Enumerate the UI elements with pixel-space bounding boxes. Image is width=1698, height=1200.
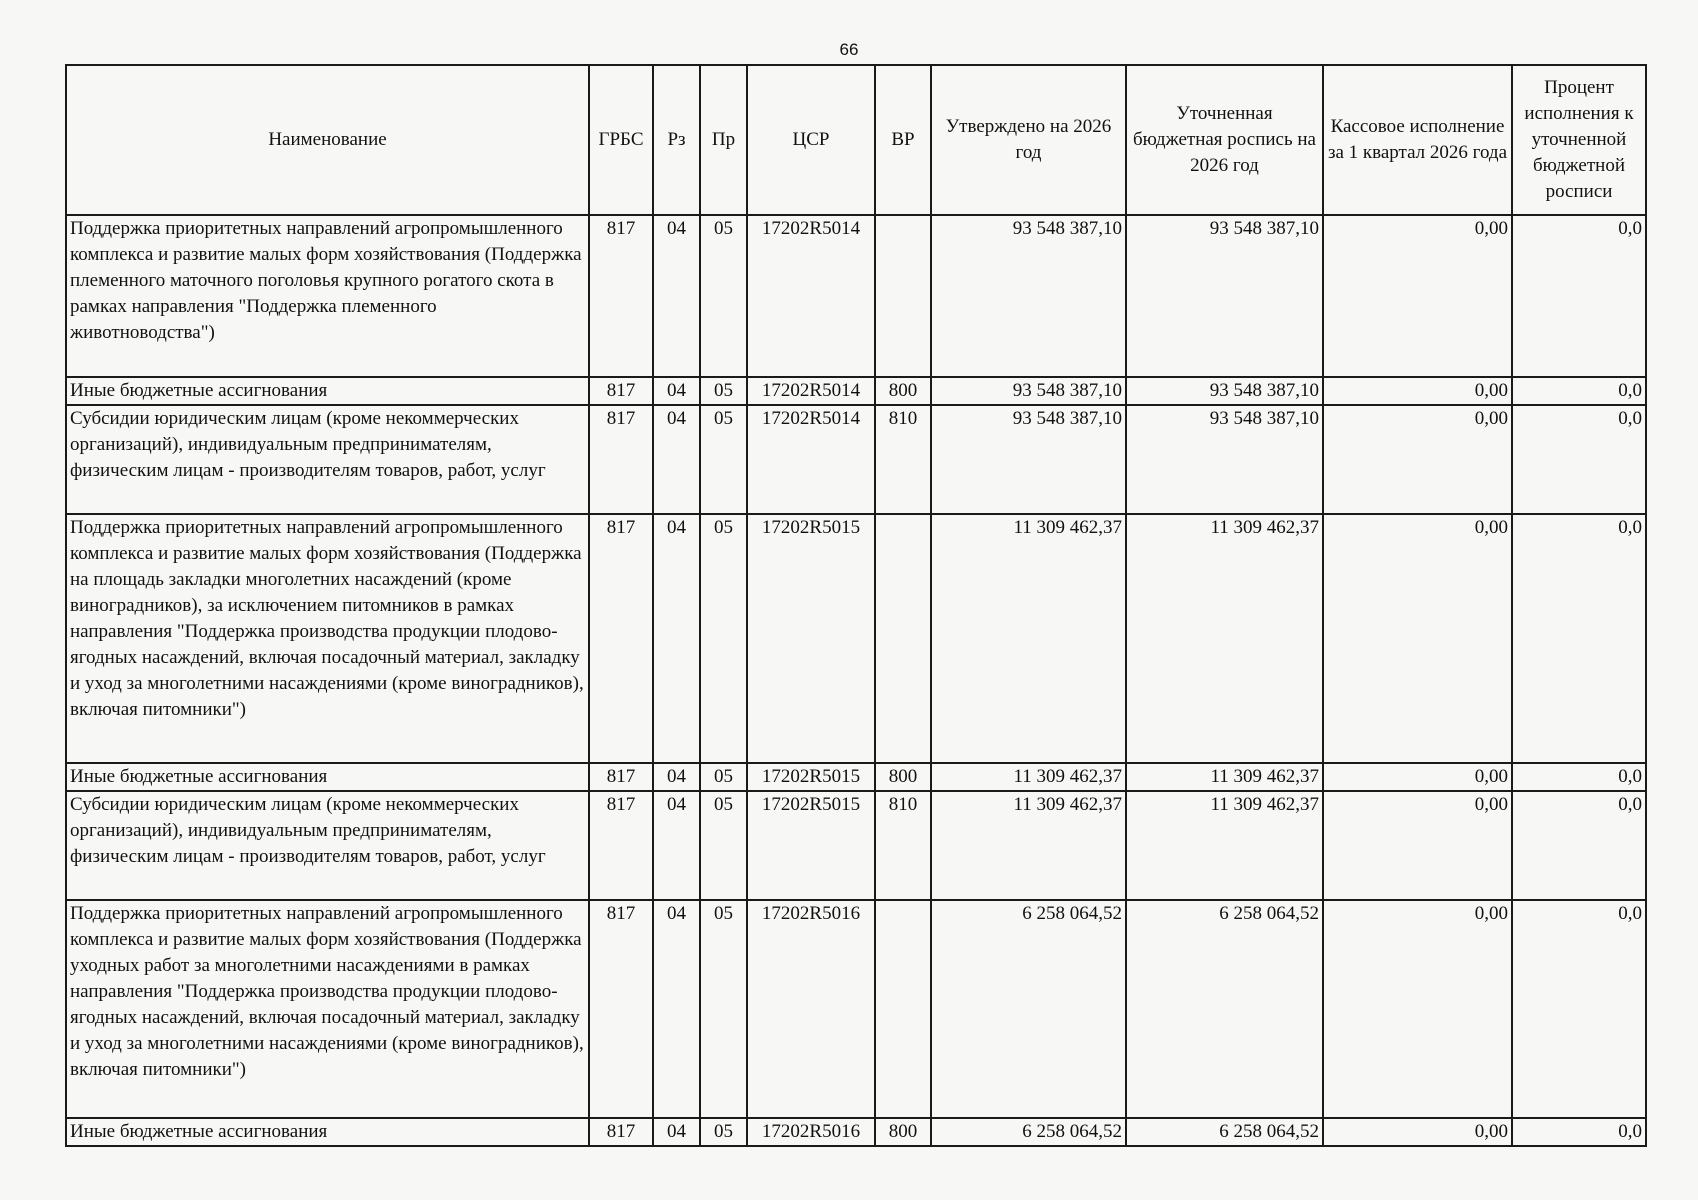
cell-vr: 810 <box>875 791 931 900</box>
cell-rz: 04 <box>653 377 700 405</box>
cell-refined: 93 548 387,10 <box>1126 405 1323 514</box>
cell-approved: 6 258 064,52 <box>931 1118 1126 1146</box>
cell-csr: 17202R5015 <box>747 514 875 763</box>
cell-refined: 93 548 387,10 <box>1126 215 1323 377</box>
cell-approved: 93 548 387,10 <box>931 377 1126 405</box>
cell-rz: 04 <box>653 900 700 1118</box>
cell-cash: 0,00 <box>1323 514 1512 763</box>
table-row <box>66 215 1646 377</box>
cell-csr: 17202R5014 <box>747 405 875 514</box>
cell-pr: 05 <box>700 900 747 1118</box>
cell-pr: 05 <box>700 1118 747 1146</box>
cell-vr: 800 <box>875 1118 931 1146</box>
cell-grbs: 817 <box>589 377 653 405</box>
table-header-row <box>66 65 1646 215</box>
cell-approved: 93 548 387,10 <box>931 405 1126 514</box>
cell-rz: 04 <box>653 405 700 514</box>
cell-csr: 17202R5016 <box>747 1118 875 1146</box>
page-number: 66 <box>839 40 859 59</box>
cell-cash: 0,00 <box>1323 215 1512 377</box>
table-row <box>66 1118 1646 1146</box>
cell-grbs: 817 <box>589 514 653 763</box>
header-approved: Утверждено на 2026 год <box>931 65 1126 215</box>
header-cash: Кассовое исполнение за 1 квартал 2026 года <box>1323 65 1512 215</box>
cell-csr: 17202R5014 <box>747 215 875 377</box>
cell-approved: 11 309 462,37 <box>931 791 1126 900</box>
cell-cash: 0,00 <box>1323 405 1512 514</box>
cell-rz: 04 <box>653 763 700 791</box>
cell-cash: 0,00 <box>1323 791 1512 900</box>
cell-name: Поддержка приоритетных направлений агропромышленного комплекса и развитие малых форм хозяйствования (Поддержка племенного маточного поголовья крупного рогатого скота в рамках направления "Поддержка племенного животноводства") <box>66 215 589 377</box>
cell-grbs: 817 <box>589 215 653 377</box>
cell-csr: 17202R5016 <box>747 900 875 1118</box>
cell-percent: 0,0 <box>1512 763 1646 791</box>
header-refined: Уточненная бюджетная роспись на 2026 год <box>1126 65 1323 215</box>
cell-approved: 11 309 462,37 <box>931 763 1126 791</box>
cell-percent: 0,0 <box>1512 791 1646 900</box>
table-row <box>66 377 1646 405</box>
cell-refined: 6 258 064,52 <box>1126 1118 1323 1146</box>
cell-percent: 0,0 <box>1512 215 1646 377</box>
cell-refined: 11 309 462,37 <box>1126 763 1323 791</box>
cell-pr: 05 <box>700 377 747 405</box>
cell-name: Субсидии юридическим лицам (кроме некоммерческих организаций), индивидуальным предпринимателям, физическим лицам - производителям товаров, работ, услуг <box>66 405 589 514</box>
cell-vr: 810 <box>875 405 931 514</box>
cell-cash: 0,00 <box>1323 900 1512 1118</box>
cell-vr: 800 <box>875 763 931 791</box>
cell-percent: 0,0 <box>1512 1118 1646 1146</box>
cell-name: Субсидии юридическим лицам (кроме некоммерческих организаций), индивидуальным предпринимателям, физическим лицам - производителям товаров, работ, услуг <box>66 791 589 900</box>
header-percent: Процент исполнения к уточненной бюджетной росписи <box>1512 65 1646 215</box>
cell-vr <box>875 514 931 763</box>
cell-pr: 05 <box>700 514 747 763</box>
cell-approved: 11 309 462,37 <box>931 514 1126 763</box>
cell-grbs: 817 <box>589 763 653 791</box>
cell-percent: 0,0 <box>1512 405 1646 514</box>
table-row <box>66 791 1646 900</box>
table-row <box>66 405 1646 514</box>
table-row <box>66 763 1646 791</box>
cell-pr: 05 <box>700 215 747 377</box>
cell-refined: 93 548 387,10 <box>1126 377 1323 405</box>
table-row <box>66 900 1646 1118</box>
cell-approved: 6 258 064,52 <box>931 900 1126 1118</box>
cell-vr <box>875 900 931 1118</box>
cell-pr: 05 <box>700 763 747 791</box>
cell-rz: 04 <box>653 215 700 377</box>
header-vr: ВР <box>875 65 931 215</box>
cell-name: Поддержка приоритетных направлений агропромышленного комплекса и развитие малых форм хозяйствования (Поддержка уходных работ за многолетними насаждениями в рамках направления "Поддержка производства продукции плодово-ягодных насаждений, включая посадочный материал, закладку и уход за многолетними насаждениями (кроме виноградников), включая питомники") <box>66 900 589 1118</box>
header-csr: ЦСР <box>747 65 875 215</box>
cell-percent: 0,0 <box>1512 900 1646 1118</box>
cell-vr: 800 <box>875 377 931 405</box>
budget-table <box>65 64 1647 1147</box>
header-name: Наименование <box>66 65 589 215</box>
header-pr: Пр <box>700 65 747 215</box>
cell-csr: 17202R5015 <box>747 791 875 900</box>
cell-grbs: 817 <box>589 791 653 900</box>
cell-name: Поддержка приоритетных направлений агропромышленного комплекса и развитие малых форм хозяйствования (Поддержка на площадь закладки многолетних насаждений (кроме виноградников), за исключением питомников в рамках направления "Поддержка производства продукции плодово-ягодных насаждений, включая посадочный материал, закладку и уход за многолетними насаждениями (кроме виноградников), включая питомники") <box>66 514 589 763</box>
cell-grbs: 817 <box>589 1118 653 1146</box>
cell-refined: 6 258 064,52 <box>1126 900 1323 1118</box>
cell-pr: 05 <box>700 405 747 514</box>
cell-percent: 0,0 <box>1512 377 1646 405</box>
cell-name: Иные бюджетные ассигнования <box>66 1118 589 1146</box>
cell-cash: 0,00 <box>1323 377 1512 405</box>
cell-pr: 05 <box>700 791 747 900</box>
cell-csr: 17202R5014 <box>747 377 875 405</box>
cell-refined: 11 309 462,37 <box>1126 514 1323 763</box>
table-row <box>66 514 1646 763</box>
cell-csr: 17202R5015 <box>747 763 875 791</box>
cell-rz: 04 <box>653 791 700 900</box>
cell-grbs: 817 <box>589 405 653 514</box>
header-grbs: ГРБС <box>589 65 653 215</box>
cell-grbs: 817 <box>589 900 653 1118</box>
header-rz: Рз <box>653 65 700 215</box>
cell-name: Иные бюджетные ассигнования <box>66 377 589 405</box>
cell-refined: 11 309 462,37 <box>1126 791 1323 900</box>
cell-approved: 93 548 387,10 <box>931 215 1126 377</box>
cell-cash: 0,00 <box>1323 763 1512 791</box>
cell-rz: 04 <box>653 514 700 763</box>
cell-name: Иные бюджетные ассигнования <box>66 763 589 791</box>
cell-cash: 0,00 <box>1323 1118 1512 1146</box>
cell-vr <box>875 215 931 377</box>
cell-percent: 0,0 <box>1512 514 1646 763</box>
cell-rz: 04 <box>653 1118 700 1146</box>
